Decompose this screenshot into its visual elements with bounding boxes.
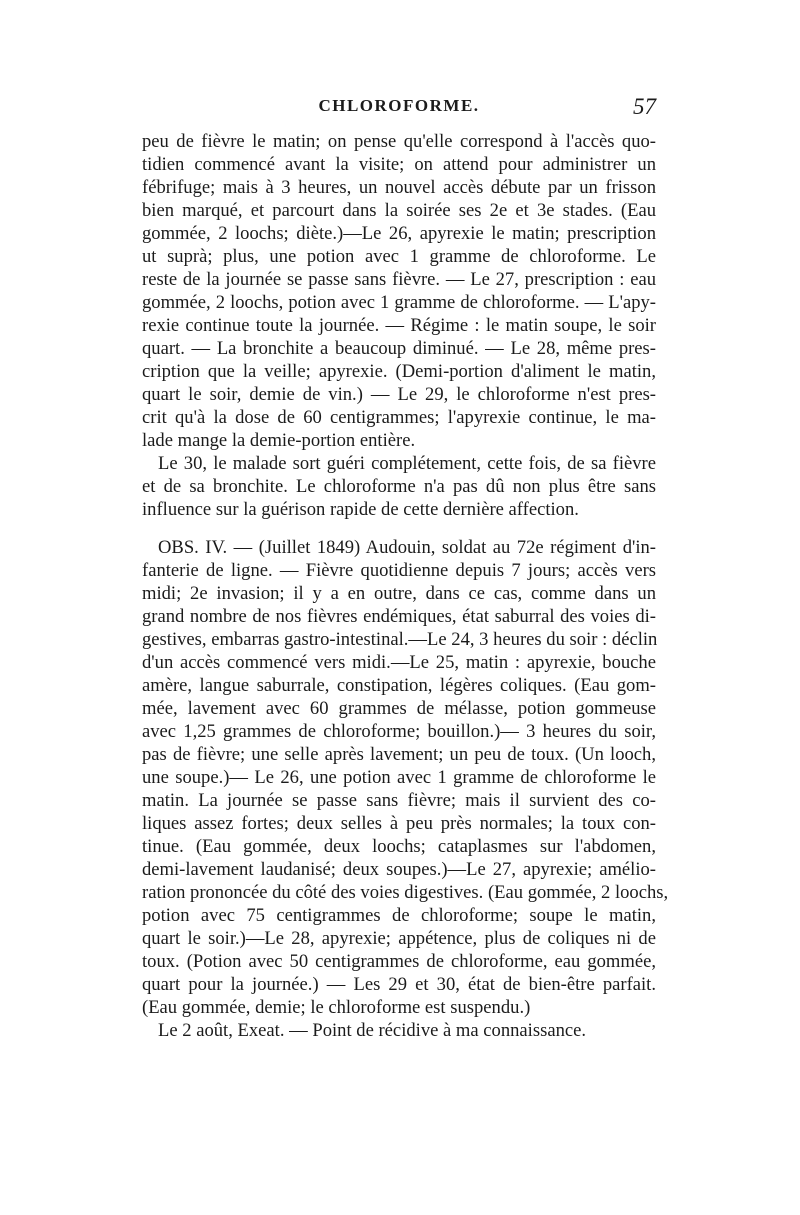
- text-line: peu de fièvre le matin; on pense qu'elle correspond à l'accès quo-: [142, 131, 656, 152]
- text-line: OBS. IV. — (Juillet 1849) Audouin, soldat au 72e régiment d'in-: [158, 537, 656, 558]
- text-line: tidien commencé avant la visite; on attend pour administrer un: [142, 154, 656, 175]
- text-line: (Eau gommée, demie; le chloroforme est suspendu.): [142, 997, 531, 1018]
- text-line: pas de fièvre; une selle après lavement; un peu de toux. (Un looch,: [142, 744, 656, 765]
- text-line: amère, langue saburrale, constipation, légères coliques. (Eau gom-: [142, 675, 656, 696]
- body-text: [142, 130, 669, 1042]
- text-line: lade mange la demie-portion entière.: [142, 430, 416, 451]
- text-line: quart. — La bronchite a beaucoup diminué. — Le 28, même pres-: [142, 338, 656, 359]
- text-line: avec 1,25 grammes de chloroforme; bouillon.)— 3 heures du soir,: [142, 721, 656, 742]
- text-line: midi; 2e invasion; il y a en outre, dans ce cas, comme dans un: [142, 583, 656, 604]
- text-line: mée, lavement avec 60 grammes de mélasse, potion gommeuse: [142, 698, 656, 719]
- paragraph-exeat: [142, 1019, 656, 1042]
- text-line: crit qu'à la dose de 60 centigrammes; l'apyrexie continue, le ma-: [142, 407, 656, 428]
- text-line: ration prononcée du côté des voies digestives. (Eau gommée, 2 loochs,: [142, 882, 669, 903]
- text-line: quart pour la journée.) — Les 29 et 30, état de bien-être parfait.: [142, 974, 656, 995]
- text-line: fanterie de ligne. — Fièvre quotidienne depuis 7 jours; accès vers: [142, 560, 656, 581]
- text-line: ut suprà; plus, une potion avec 1 gramme de chloroforme. Le: [142, 246, 656, 267]
- text-line: quart le soir.)—Le 28, apyrexie; appétence, plus de coliques ni de: [142, 928, 656, 949]
- text-line: demi-lavement laudanisé; deux soupes.)—Le 27, apyrexie; amélio-: [142, 859, 656, 880]
- page-header: [142, 96, 656, 126]
- paragraph-1: [142, 130, 656, 452]
- running-title: CHLOROFORME.: [318, 96, 480, 115]
- text-line: grand nombre de nos fièvres endémiques, état saburral des voies di-: [142, 606, 656, 627]
- text-line: Le 30, le malade sort guéri complétement, cette fois, de sa fièvre: [158, 453, 656, 474]
- text-line: liques assez fortes; deux selles à peu près normales; la toux con-: [142, 813, 656, 834]
- text-line: et de sa bronchite. Le chloroforme n'a pas dû non plus être sans: [142, 476, 656, 497]
- text-line: potion avec 75 centigrammes de chloroforme; soupe le matin,: [142, 905, 656, 926]
- text-line: cription que la veille; apyrexie. (Demi-portion d'aliment le matin,: [142, 361, 656, 382]
- paragraph-2: [142, 452, 656, 521]
- text-line: rexie continue toute la journée. — Régime : le matin soupe, le soir: [142, 315, 656, 336]
- text-line: fébrifuge; mais à 3 heures, un nouvel accès débute par un frisson: [142, 177, 656, 198]
- observation-iv: [142, 536, 669, 1019]
- text-line: gestives, embarras gastro-intestinal.—Le 24, 3 heures du soir : déclin: [142, 629, 658, 650]
- text-line: toux. (Potion avec 50 centigrammes de chloroforme, eau gommée,: [142, 951, 656, 972]
- text-line: une soupe.)— Le 26, une potion avec 1 gramme de chloroforme le: [142, 767, 656, 788]
- text-line: influence sur la guérison rapide de cette dernière affection.: [142, 499, 579, 520]
- text-line: reste de la journée se passe sans fièvre. — Le 27, prescription : eau: [142, 269, 656, 290]
- text-line: gommée, 2 loochs; diète.)—Le 26, apyrexie le matin; prescription: [142, 223, 656, 244]
- text-line: bien marqué, et parcourt dans la soirée ses 2e et 3e stades. (Eau: [142, 200, 656, 221]
- text-line: Le 2 août, Exeat. — Point de récidive à ma connaissance.: [158, 1020, 587, 1041]
- text-line: matin. La journée se passe sans fièvre; mais il survient des co-: [142, 790, 656, 811]
- text-line: tinue. (Eau gommée, deux loochs; cataplasmes sur l'abdomen,: [142, 836, 656, 857]
- page-number: 57: [633, 94, 656, 119]
- text-line: gommée, 2 loochs, potion avec 1 gramme de chloroforme. — L'apy-: [142, 292, 656, 313]
- text-line: d'un accès commencé vers midi.—Le 25, matin : apyrexie, bouche: [142, 652, 656, 673]
- text-line: quart le soir, demie de vin.) — Le 29, le chloroforme n'est pres-: [142, 384, 656, 405]
